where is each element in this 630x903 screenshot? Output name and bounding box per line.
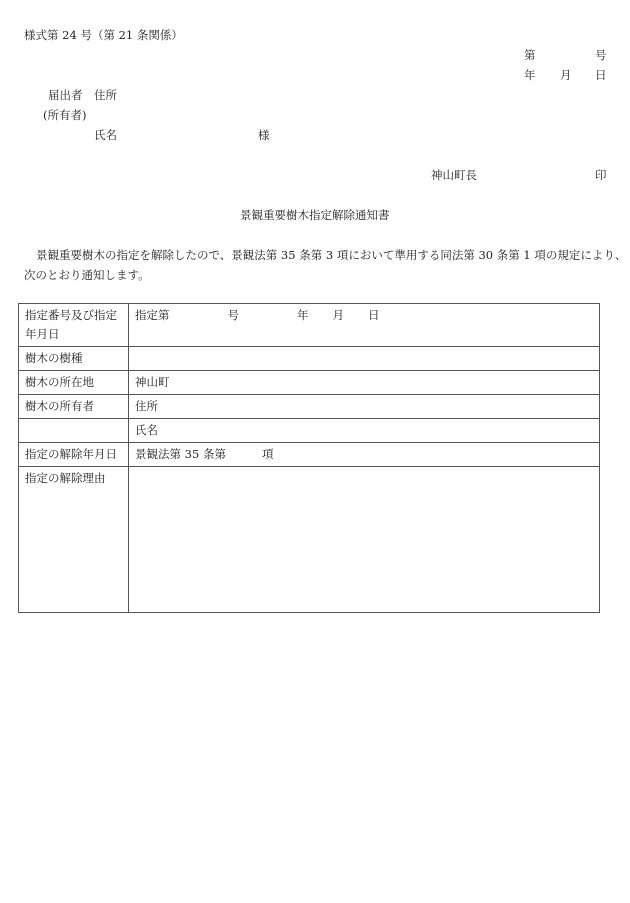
doc-number-prefix: 第: [524, 48, 536, 62]
designation-prefix: 指定第: [135, 308, 170, 322]
release-law-suffix: 項: [261, 447, 274, 461]
row-value-designation: [129, 304, 600, 347]
designation-month: 月: [332, 308, 344, 322]
applicant-name-label: 氏名: [94, 128, 117, 142]
row-label-release-date: 指定の解除年月日: [19, 443, 129, 467]
row-value-species: [129, 347, 600, 371]
owner-label: (所有者): [43, 108, 87, 122]
body-text-line1: 景観重要樹木の指定を解除したので、景観法第 35 条第 3 項において準用する同法第 30 条第 1 項の規定により、: [36, 248, 627, 262]
table-row: [19, 304, 600, 347]
date-day: 日: [595, 68, 607, 82]
release-law-prefix: 景観法第 35 条第: [135, 447, 226, 461]
row-value-location: 神山町: [129, 371, 600, 395]
row-value-owner-name: 氏名: [129, 419, 600, 443]
document-title: 景観重要樹木指定解除通知書: [240, 208, 390, 222]
table-row: [19, 467, 600, 613]
row-label-designation: 指定番号及び指定年月日: [19, 304, 129, 347]
designation-number: 号: [227, 308, 239, 322]
row-label-blank: [19, 419, 129, 443]
table-row: [19, 419, 600, 443]
table-row: [19, 443, 600, 467]
row-value-owner-address: 住所: [129, 395, 600, 419]
row-value-release-reason: [129, 467, 600, 613]
applicant-address-label: 住所: [94, 88, 117, 102]
date-month: 月: [560, 68, 572, 82]
table-row: [19, 395, 600, 419]
designation-year: 年: [297, 308, 309, 322]
form-number-label: 様式第 24 号（第 21 条関係）: [24, 28, 183, 42]
row-label-location: 樹木の所在地: [19, 371, 129, 395]
row-label-species: 樹木の樹種: [19, 347, 129, 371]
row-value-release-date: [129, 443, 600, 467]
seal-mark: 印: [595, 168, 607, 182]
row-label-release-reason: 指定の解除理由: [19, 467, 129, 613]
row-label-owner: 樹木の所有者: [19, 395, 129, 419]
honorific-label: 様: [258, 128, 270, 142]
body-text-line2: 次のとおり通知します。: [24, 268, 150, 282]
notification-table: [18, 303, 600, 613]
table-row: [19, 371, 600, 395]
doc-number-suffix: 号: [595, 48, 607, 62]
issuer-title: 神山町長: [431, 168, 477, 182]
designation-day: 日: [368, 308, 380, 322]
date-year: 年: [524, 68, 536, 82]
applicant-label: 届出者: [48, 88, 83, 102]
table-row: [19, 347, 600, 371]
